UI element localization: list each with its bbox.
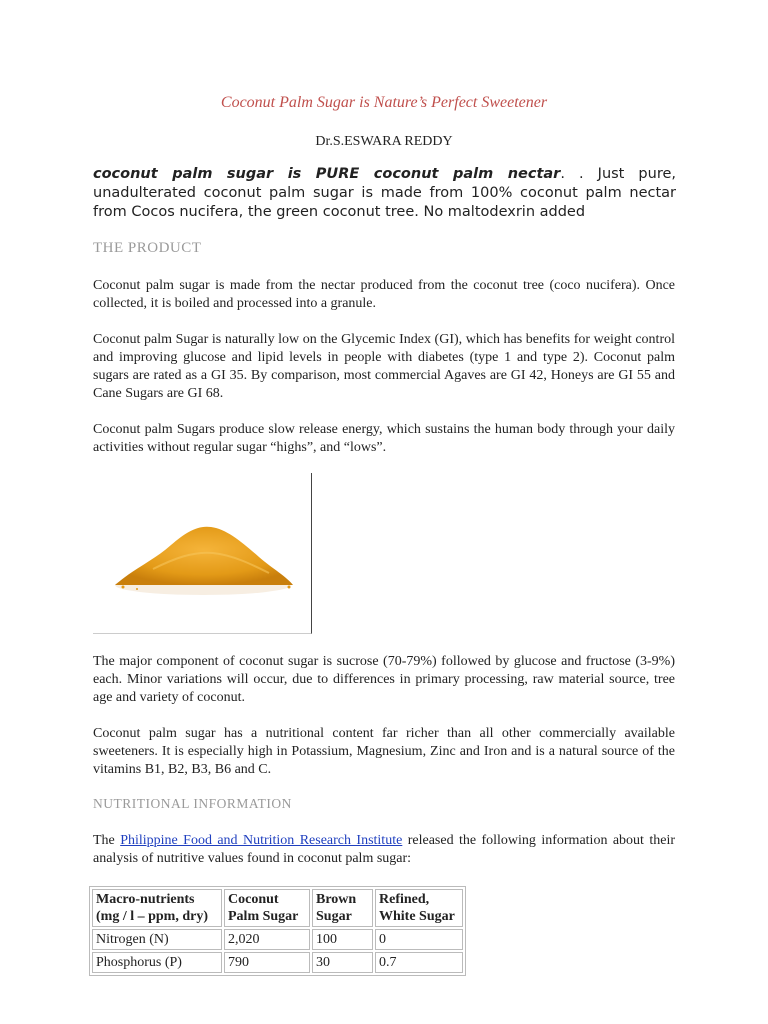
sugar-pile-illustration: [93, 473, 311, 633]
cell-white: 0: [375, 929, 463, 950]
cell-white: 0.7: [375, 952, 463, 973]
header-text: Coconut: [228, 892, 279, 907]
header-text: Brown: [316, 892, 357, 907]
header-text: Palm Sugar: [228, 909, 299, 924]
intro-lead: coconut palm sugar is PURE coconut palm nectar: [93, 166, 561, 182]
document-title: Coconut Palm Sugar is Nature’s Perfect Sweetener: [220, 94, 548, 111]
header-macronutrients: [92, 889, 222, 927]
cell-nutrient: Phosphorus (P): [92, 952, 222, 973]
header-white: [375, 889, 463, 927]
source-text-after: released the following information about their analysis of nutritive values found in coconut palm sugar:: [93, 833, 676, 866]
header-text: Macro-nutrients: [96, 892, 195, 907]
paragraph-energy: Coconut palm Sugars produce slow release energy, which sustains the human body through your daily activities without regular sugar “highs”, and “lows”.: [93, 422, 675, 455]
table-row: [92, 929, 463, 950]
header-text: Refined,: [379, 892, 430, 907]
table-row: [92, 952, 463, 973]
intro-rest: . . Just pure, unadulterated coconut palm sugar is made from 100% coconut palm nectar from Cocos nucifera, the green coconut tree. No maltodexrin added: [93, 166, 676, 220]
nutrition-table: [89, 886, 466, 976]
paragraph-production: Coconut palm sugar is made from the nectar produced from the coconut tree (coco nucifera). Once collected, it is boiled and processed into a granule.: [93, 278, 675, 311]
cell-coconut: 2,020: [224, 929, 310, 950]
intro-paragraph: [93, 165, 676, 222]
header-text: White Sugar: [379, 909, 455, 924]
sugar-image: [93, 473, 312, 634]
cell-brown: 100: [312, 929, 373, 950]
header-text: Sugar: [316, 909, 352, 924]
paragraph-composition: The major component of coconut sugar is sucrose (70-79%) followed by glucose and fructose (3-9%) each. Minor variations will occur, due to differences in primary processing, raw material source, tree age and variety of coconut.: [93, 654, 675, 705]
institute-link[interactable]: Philippine Food and Nutrition Research Institute: [120, 833, 403, 848]
header-coconut: [224, 889, 310, 927]
paragraph-nutrients: Coconut palm sugar has a nutritional content far richer than all other commercially available sweeteners. It is especially high in Potassium, Magnesium, Zinc and Iron and is a natural source of the vitamins B1, B2, B3, B6 and C.: [93, 726, 675, 777]
author-name: Dr.S.ESWARA REDDY: [315, 134, 453, 149]
cell-nutrient: Nitrogen (N): [92, 929, 222, 950]
paragraph-glycemic: Coconut palm Sugar is naturally low on the Glycemic Index (GI), which has benefits for weight control and improving glucose and lipid levels in people with diabetes (type 1 and type 2). Coconut palm sugars are rated as a GI 35. By comparison, most commercial Agaves are GI 42, Honeys are GI 55 and Cane Sugars are GI 68.: [93, 332, 675, 401]
source-text-before: The: [93, 833, 121, 848]
cell-coconut: 790: [224, 952, 310, 973]
paragraph-source: [93, 832, 675, 868]
table-header-row: [92, 889, 463, 927]
cell-brown: 30: [312, 952, 373, 973]
section-heading-nutrition: NUTRITIONAL INFORMATION: [93, 796, 292, 811]
section-heading-product: THE PRODUCT: [93, 240, 202, 256]
header-brown: [312, 889, 373, 927]
header-text: (mg / l – ppm, dry): [96, 909, 208, 924]
